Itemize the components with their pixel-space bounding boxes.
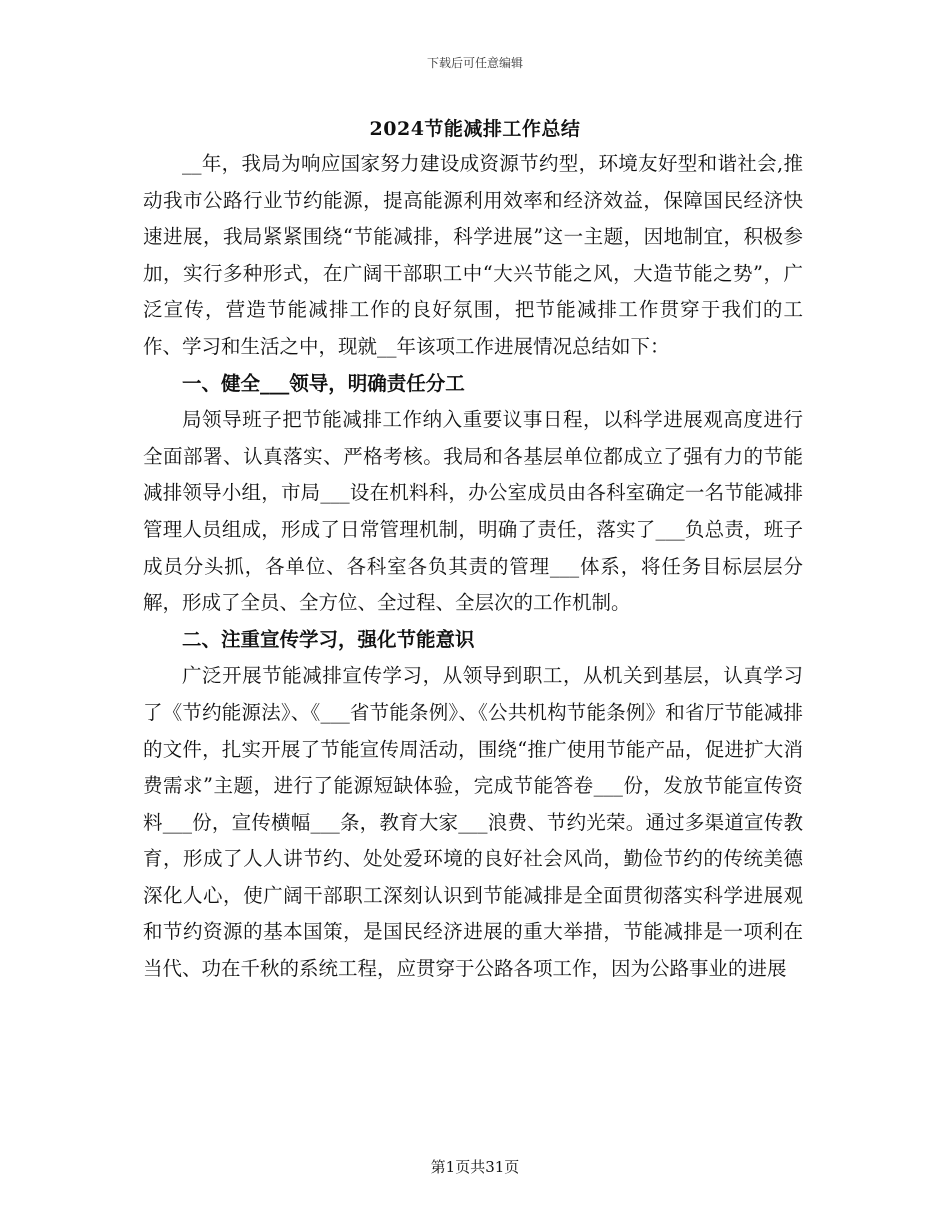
section-heading-1: 一、健全___领导，明确责任分工	[182, 371, 465, 395]
section-body-1: 局领导班子把节能减排工作纳入重要议事日程，以科学进展观高度进行全面部署、认真落实、严格考核。我局和各基层单位都成立了强有力的节能减排领导小组，市局___设在机料科，办公室成员由各科室确定一名节能减排管理人员组成，形成了日常管理机制，明确了责任，落实了___负总责，班子成员分头抓，各单位、各科室各负其责的管理___体系，将任务目标层层分解，形成了全员、全方位、全过程、全层次的工作机制。	[143, 408, 803, 615]
intro-paragraph: __年，我局为响应国家努力建设成资源节约型，环境友好型和谐社会,推动我市公路行业节约能源，提高能源利用效率和经济效益，保障国民经济快速进展，我局紧紧围绕“节能减排，科学进展”这一主题，因地制宜，积极参加，实行多种形式，在广阔干部职工中“大兴节能之风，大造节能之势”，广泛宣传，营造节能减排工作的良好氛围，把节能减排工作贯穿于我们的工作、学习和生活之中，现就__年该项工作进展情况总结如下：	[143, 152, 803, 358]
section-body-2: 广泛开展节能减排宣传学习，从领导到职工，从机关到基层，认真学习了《节约能源法》、《___省节能条例》、《公共机构节能条例》和省厅节能减排的文件，扎实开展了节能宣传周活动，围绕“推广使用节能产品，促进扩大消费需求”主题，进行了能源短缺体验，完成节能答卷___份，发放节能宣传资料___份，宣传横幅___条，教育大家___浪费、节约光荣。通过多渠道宣传教育，形成了人人讲节约、处处爱环境的良好社会风尚，勤俭节约的传统美德深化人心，使广阔干部职工深刻认识到节能减排是全面贯彻落实科学进展观和节约资源的基本国策，是国民经济进展的重大举措，节能减排是一项利在当代、功在千秋的系统工程，应贯穿于公路各项工作，因为公路事业的进展	[143, 664, 803, 981]
page-number: 第1页共31页	[430, 1158, 520, 1176]
header-note: 下载后可任意编辑	[426, 56, 523, 70]
document-title: 2024节能减排工作总结	[369, 118, 581, 140]
section-heading-2: 二、注重宣传学习，强化节能意识	[182, 627, 475, 651]
document-body	[143, 146, 803, 988]
